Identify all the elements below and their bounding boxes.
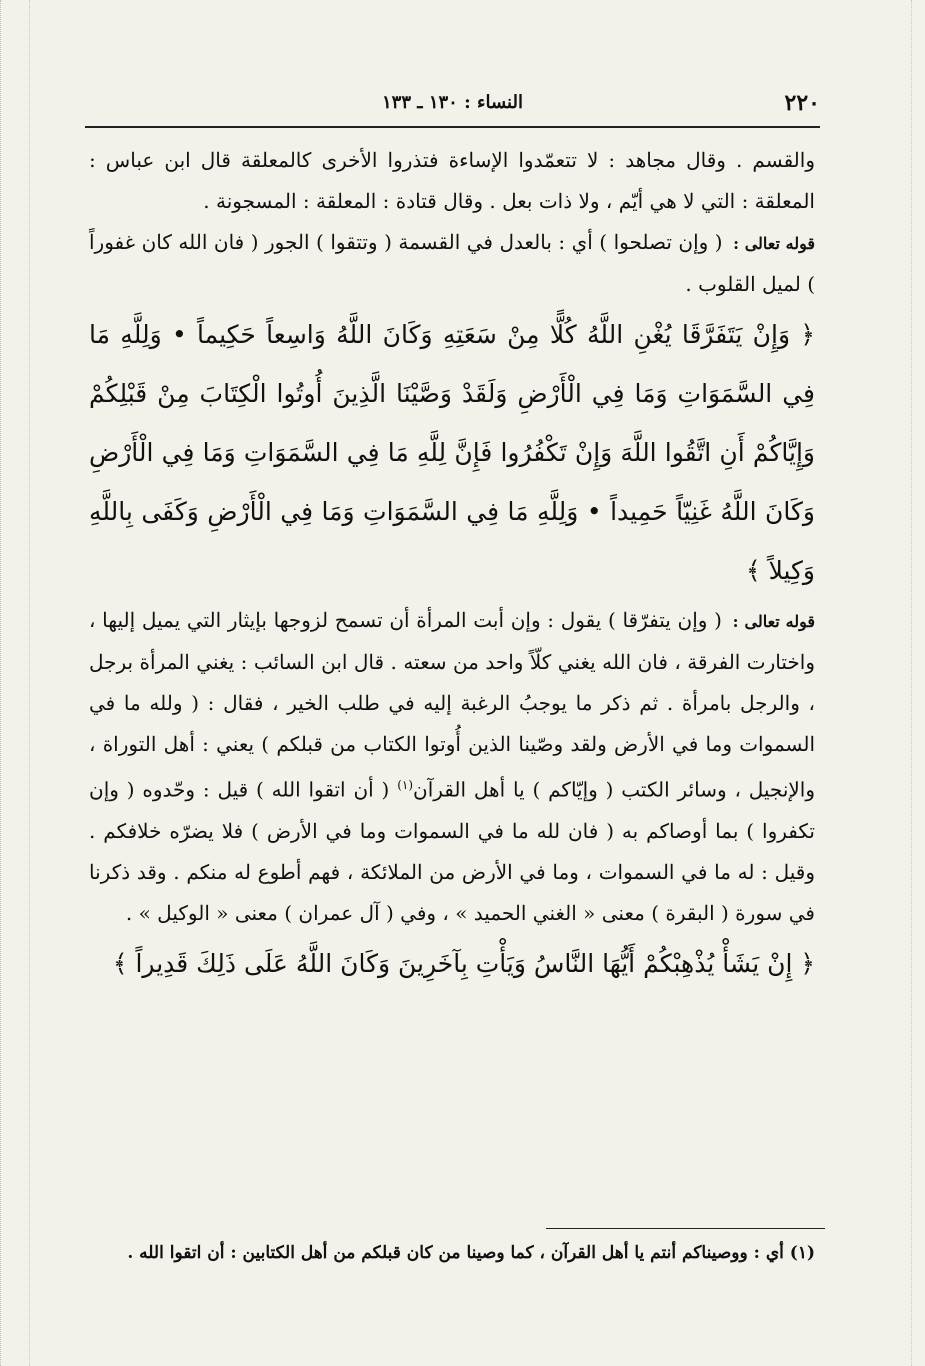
quran-verse: ﴿ إِنْ يَشَأْ يُذْهِبْكُمْ أَيُّهَا النَّاسُ وَيَأْتِ بِآخَرِينَ وَكَانَ اللَّهُ عَلَى ذَلِكَ قَدِيراً ﴾ bbox=[112, 948, 815, 978]
paragraph bbox=[89, 600, 815, 934]
margin-guide bbox=[29, 0, 30, 1366]
running-title: النساء : ١٣٠ ـ ١٣٣ bbox=[382, 92, 523, 113]
paragraph bbox=[89, 222, 815, 305]
paragraph: والقسم . وقال مجاهد : لا تتعمّدوا الإساءة فتذروا الأخرى كالمعلقة قال ابن عباس : المعلقة : التي لا هي أيّم ، ولا ذات بعل . وقال قتادة : المعلقة : المسجونة . bbox=[89, 148, 815, 213]
quran-verse: ﴿ وَإِنْ يَتَفَرَّقَا يُغْنِ اللَّهُ كُلًّا مِنْ سَعَتِهِ وَكَانَ اللَّهُ وَاسِعاً حَكِيماً • وَلِلَّهِ مَا فِي السَّمَوَاتِ وَمَا فِي الْأَرْضِ وَلَقَدْ وَصَّيْنَا الَّذِينَ أُوتُوا الْكِتَابَ مِنْ قَبْلِكُمْ وَإِيَّاكُمْ أَنِ اتَّقُوا اللَّهَ وَإِنْ تَكْفُرُوا فَإِنَّ لِلَّهِ مَا فِي السَّمَوَاتِ وَمَا فِي الْأَرْضِ وَكَانَ اللَّهُ غَنِيّاً حَمِيداً • وَلِلَّهِ مَا فِي السَّمَوَاتِ وَمَا فِي الْأَرْضِ وَكَفَى بِاللَّهِ وَكِيلاً ﴾ bbox=[89, 320, 815, 585]
footnote-divider bbox=[546, 1228, 825, 1229]
page-number: ٢٢٠ bbox=[784, 90, 820, 116]
footnote: (١) أي : ووصيناكم أنتم يا أهل القرآن ، كما وصينا من كان قبلكم من أهل الكتابين : أن اتقوا الله . bbox=[127, 1243, 815, 1263]
footnote-marker[interactable]: (١) bbox=[397, 778, 414, 792]
margin-guide bbox=[911, 0, 912, 1366]
paragraph-text: ( وإن تصلحوا ) أي : بالعدل في القسمة ( وتتقوا ) الجور ( فان الله كان غفوراً ) لميل القلوب . bbox=[89, 230, 815, 296]
paragraph-text: ( وإن يتفرّقا ) يقول : وإن أبت المرأة أن تسمح لزوجها بإيثار التي يميل إليها ، واختارت الفرقة ، فان الله يغني كلّاً واحد من سعته . قال ابن السائب : يغني المرأة برجل ، والرجل بامرأة . ثم ذكر ما يوجبُ الرغبة إليه في طلب الخير ، فقال : ( ولله ما في السموات وما في الأرض ولقد وصّينا الذين أُوتوا الكتاب من قبلكم ) يعني : أهل التوراة ، والإنجيل ، وسائر الكتب ( وإيّاكم ) يا أهل القرآن bbox=[89, 608, 816, 802]
commentary-text bbox=[89, 140, 815, 993]
page-header bbox=[85, 86, 820, 128]
paragraph-text: ( أن اتقوا الله ) قيل : وحّدوه ( وإن تكفروا ) بما أوصاكم به ( فان لله ما في السموات وما في الأرض ) فلا يضرّه خلافكم . وقيل : له ما في السموات ، وما في الأرض من الملائكة ، فهم أطوع له منكم . وقد ذكرنا في سورة ( البقرة ) معنى « الغني الحميد » ، وفي ( آل عمران ) معنى « الوكيل » . bbox=[89, 777, 815, 925]
paragraph-lead: قوله تعالى : bbox=[733, 234, 816, 253]
paragraph-lead: قوله تعالى : bbox=[732, 612, 816, 631]
